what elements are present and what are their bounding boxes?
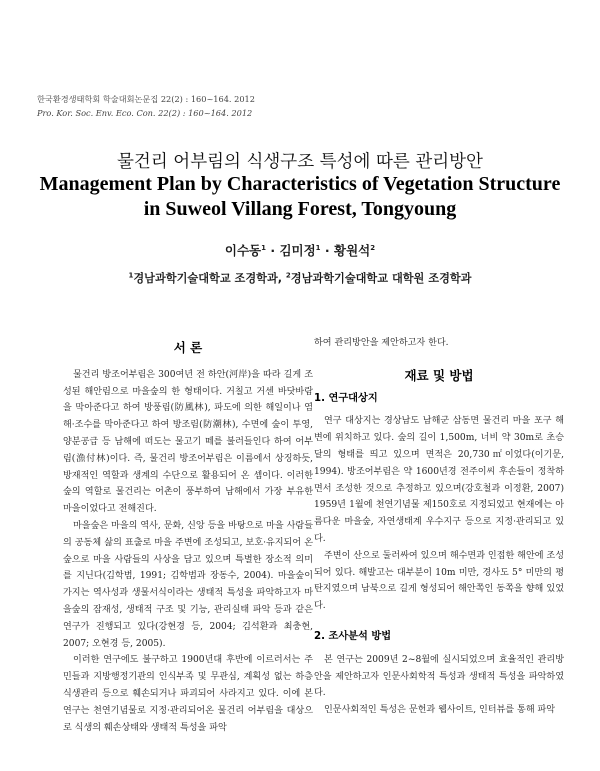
intro-continuation: 하여 관리방안을 제안하고자 한다. (314, 338, 449, 348)
site-paragraph-1: 연구 대상지는 경상남도 남해군 삼동면 물건리 마을 포구 해변에 위치하고 있다. 숲의 길이 1,500m, 너비 약 30m로 초승달의 형태를 띄고 있으며 면적은 20,730㎡이었다(이기문, 1994). 방조어부림은 약 1600년경 전주이씨 후손들이 정착하면서 조성한 것으로 추정하고 있으며(강호철과 이정환, 2007) 1959년 1월에 천연기념물 제150호로 지정되었고 현재에는 아름다운 마을숲, 자연생태계 우수지구 등으로 지정·관리되고 있다. (314, 416, 564, 544)
section-heading-methods: 재료 및 방법 (404, 367, 474, 383)
affiliation-2-marker: 2 (285, 271, 291, 280)
journal-citation (37, 92, 255, 120)
subsection-heading-site: 1. 연구대상지 (314, 392, 378, 404)
title-english-line1: Management Plan by Characteristics of Vegetation Structure (39, 173, 561, 195)
affiliation-2: 경남과학기술대학교 대학원 조경학과 (290, 272, 472, 285)
author-separator: · (265, 243, 280, 258)
site-paragraph-2: 주변이 산으로 둘러싸여 있으며 해수면과 인접한 해안에 조성되어 있다. 해발고는 대부분이 10m 미만, 경사도 5° 미만의 평탄지였으며 남북으로 길게 형성되어 해안쪽인 동쪽을 향해 있었다. (314, 550, 564, 612)
section-heading-intro: 서 론 (173, 340, 203, 355)
right-column (314, 335, 564, 719)
author-1: 이수동 (224, 243, 262, 258)
affiliations (0, 270, 600, 286)
affiliation-1: 경남과학기술대학교 조경학과, (133, 272, 286, 285)
subsection-heading-survey: 2. 조사분석 방법 (314, 630, 392, 642)
title-english (0, 172, 600, 222)
survey-paragraph-1: 본 연구는 2009년 2~8월에 실시되었으며 효율적인 관리방안을 제안하고자 인문사회학적 특성과 생태적 특성을 파악하였다. (314, 654, 564, 699)
author-1-affil: 1 (261, 243, 266, 252)
journal-citation-en: Pro. Kor. Soc. Env. Eco. Con. 22(2) : 160~164. 2012 (37, 108, 253, 118)
author-list (0, 241, 600, 259)
intro-paragraph-3: 이러한 연구에도 불구하고 1900년대 후반에 이르러서는 주민들과 지방행정기관의 인식부족 및 무관심, 계획성 없는 하층식생관리 등으로 훼손되거나 파괴되어 사라지고 있다. 이에 본 연구는 천연기념물로 지정·관리되어온 물건리 어부림을 대상으로 식생의 훼손상태와 생태적 특성을 파악 (63, 655, 313, 733)
journal-citation-ko: 한국환경생태학회 학술대회논문집 22(2) : 160~164. 2012 (37, 94, 255, 104)
author-3: 황원석 (334, 243, 371, 258)
title-korean: 물건리 어부림의 식생구조 특성에 따른 관리방안 (117, 152, 483, 172)
title-english-line2: in Suweol Villang Forest, Tongyoung (143, 198, 457, 220)
survey-paragraph-2: 인문사회적인 특성은 문헌과 웹사이트, 인터뷰를 통해 파악 (324, 705, 556, 716)
author-2: 김미정 (279, 243, 316, 258)
affiliation-1-marker: 1 (128, 271, 134, 280)
left-column (63, 340, 313, 736)
intro-paragraph-2: 마을숲은 마을의 역사, 문화, 신앙 등을 바탕으로 마을 사람들의 공동체 삶의 표출로 마을 주변에 조성되고, 보호·유지되어 온 숲으로 마을 사람들의 사상을 담고 있으며 특별한 장소적 의미를 지닌다(김학범, 1991; 김학범과 장동수, 2004). 마을숲이 가지는 역사성과 생물서식이라는 생태적 특성을 파악하고자 마을숲의 잠재성, 생태적 구조 및 기능, 관리실태 파악 등과 같은 연구가 진행되고 있다(강현경 등, 2004; 김석환과 최충현, 2007; 오현경 등, 2005). (63, 520, 313, 649)
intro-paragraph-1: 물건리 방조어부림은 300여년 전 하안(河岸)을 따라 길게 조성된 해안림으로 마을숲의 한 형태이다. 거칠고 거센 바닷바람을 막아준다고 하여 방풍림(防風林), 파도에 의한 해일이나 염해·조수를 막아준다고 하여 방조림(防潮林), 수면에 숲이 투영, 양분공급 등 남해에 떠도는 물고기 떼를 불러들인다 하여 어부림(漁付林)이다. 즉, 물건리 방조어부림은 이름에서 상징하듯, 방재적인 역할과 생계의 수단으로 활용되어 온 셈이다. 이러한 숲의 역할로 물건리는 어촌이 풍부하여 남해에서 가장 부유한 마을이었다고 전해진다. (63, 369, 313, 515)
author-3-affil: 2 (370, 243, 376, 252)
author-separator: · (320, 243, 334, 258)
author-2-affil: 1 (315, 243, 321, 252)
